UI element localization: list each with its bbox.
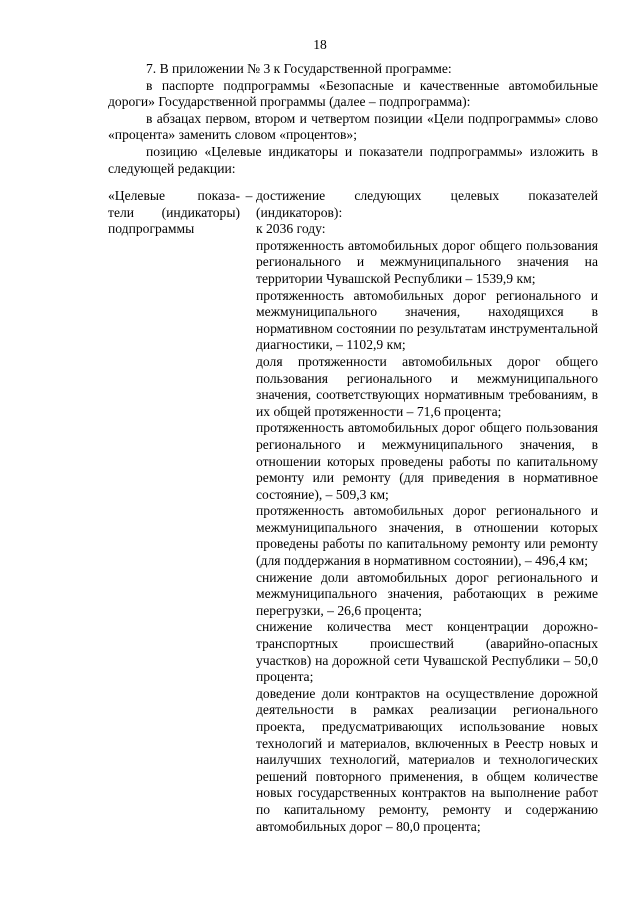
intro-paragraph-2: в паспорте подпрограммы «Безопасные и качественные автомобильные дороги» Государственной программы (далее – подпрограмма): <box>108 77 598 110</box>
indicator-item: протяженность автомобильных дорог общего пользования регионального и межмуниципального значения, в отношении которых проведены работы по капитальному ремонту или ремонту (для приведения в нормативное состояние), – 509,3 км; <box>256 420 598 502</box>
position-dash: – <box>245 188 253 203</box>
intro-paragraph-4: позицию «Целевые индикаторы и показатели подпрограммы» изложить в следующей редакции: <box>108 143 598 176</box>
position-label-line: тели (индикаторы) <box>108 204 240 220</box>
indicator-item: протяженность автомобильных дорог регионального и межмуниципального значения, в отношении которых проведены работы по капитальному ремонту или ремонту (для поддержания в нормативном состоянии), – 496,4 км; <box>256 503 598 569</box>
indicator-item: достижение следующих целевых показателей (индикаторов): <box>256 188 598 220</box>
indicator-item: снижение доли автомобильных дорог регионального и межмуниципального значения, работающих в режиме перегрузки, – 26,6 процента; <box>256 569 598 618</box>
indicator-item: доля протяженности автомобильных дорог общего пользования регионального и межмуниципального значения, соответствующих нормативным требованиям, в их общей протяженности – 71,6 процента; <box>256 353 598 419</box>
page-number: 18 <box>313 37 327 52</box>
indicator-item: доведение доли контрактов на осуществление дорожной деятельности в рамках реализации регионального проекта, предусматривающих использование новых технологий и материалов, включенных в Реестр новых и наилучших технологий, материалов и технологических решений повторного применения, в общем количестве новых государственных контрактов на выполнение работ по капитальному ремонту, ремонту и содержанию автомобильных дорог – 80,0 процента; <box>256 685 598 834</box>
indicator-item: протяженность автомобильных дорог регионального и межмуниципального значения, находящихся в нормативном состоянии по результатам инструментальной диагностики, – 1102,9 км; <box>256 287 598 353</box>
position-label-line: «Целевые показа- <box>108 188 240 203</box>
position-label-line: подпрограммы <box>108 221 195 237</box>
indicator-item: к 2036 году: <box>256 221 326 237</box>
indicator-item: протяженность автомобильных дорог общего пользования регионального и межмуниципального значения на территории Чувашской Республики – 1539,9 км; <box>256 237 598 286</box>
indicator-item: снижение количества мест концентрации дорожно-транспортных происшествий (аварийно-опасных участков) на дорожной сети Чувашской Республики – 50,0 процента; <box>256 619 598 685</box>
position-label <box>108 188 240 238</box>
intro-section <box>108 61 598 177</box>
intro-paragraph-1: 7. В приложении № 3 к Государственной программе: <box>146 61 452 76</box>
intro-paragraph-3: в абзацах первом, втором и четвертом позиции «Цели подпрограммы» слово «процента» заменить словом «процентов»; <box>108 110 598 143</box>
position-content <box>256 188 598 835</box>
